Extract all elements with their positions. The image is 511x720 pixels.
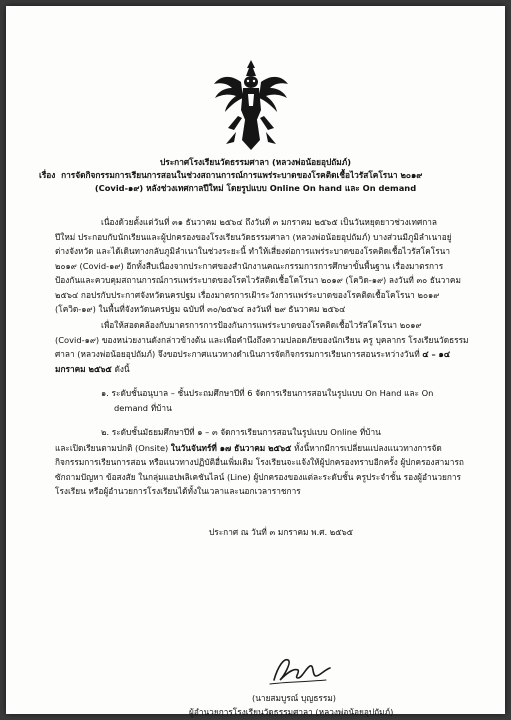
subject-prefix: เรื่อง xyxy=(39,170,56,180)
para2-end: ดังนี้ xyxy=(111,364,130,374)
document-page xyxy=(6,6,505,717)
para1-line: เนื่องด้วยตั้งแต่วันที่ ๓๑ ธันวาคม ๒๕๖๔ ถึงวันที่ ๓ มกราคม ๒๕๖๕ เป็นวันหยุดยาวช่วงเทศกาล xyxy=(101,217,437,227)
para2-line-4 xyxy=(55,363,130,376)
signer-name: (นายสมบูรณ์ บุญธรรม) xyxy=(252,693,337,703)
para3-line: กิจกรรมการเรียนการสอน หรือแนวทางปฏิบัติอื่นเพิ่มเติม โรงเรียนจะแจ้งให้ผู้ปกครองทราบอีกครั้ง ผู้ปกครองสามารถ xyxy=(55,457,464,467)
para1-line: ป้องกันและควบคุมสถานการณ์การแพร่ระบาดของโรคไวรัสติดเชื้อโคโรนา ๒๐๑๙ (โควิด-๑๙) ลงวันที่ ๓๐ ธันวาคม xyxy=(55,275,461,285)
para3-line: ซักถามปัญหา ข้อสงสัย ในกลุ่มแอปพลิเคชันไลน์ (Line) ผู้ปกครองของแต่ละระดับชั้น ครูประจำชั้น รองผู้อำนวยการ xyxy=(55,472,462,482)
para1-line: (โควิด-๑๙) ในพื้นที่จังหวัดนครปฐม ฉบับที่ ๓๐/๒๕๖๔ ลงวันที่ ๒๙ ธันวาคม ๒๕๖๔ xyxy=(55,304,346,314)
list-item-1: ๑. ระดับชั้นอนุบาล – ชั้นประถมศึกษาปีที่ 6 จัดการเรียนการสอนในรูปแบบ On Hand และ On xyxy=(101,388,434,398)
para1-line: ปีใหม่ ประกอบกับนักเรียนและผู้ปกครองของโรงเรียนวัดธรรมศาลา (หลวงพ่อน้อยอุปถัมภ์) บางส่วนมีภูมิลำเนาอยู่ xyxy=(55,232,452,242)
para3-line-1 xyxy=(55,442,442,455)
list-item-1-cont: demand ที่บ้าน xyxy=(114,403,172,413)
para1-line: ๒๕๖๔ กอปรกับประกาศจังหวัดนครปฐม เรื่องมาตรการเฝ้าระวังการแพร่ระบาดของโรคติดเชื้อโคโรนา ๒๐๑๙ xyxy=(55,290,440,300)
para2-text: ศาลา (หลวงพ่อน้อยอุปถัมภ์) จึงขอประกาศแนวทางดำเนินการจัดกิจกรรมการเรียนการสอนระหว่างวันที่ xyxy=(55,349,420,359)
handwritten-signature xyxy=(264,654,334,688)
subject-line-2: (Covid-๑๙) หลังช่วงเทศกาลปีใหม่ โดยรูปแบบ Online On hand และ On demand xyxy=(94,183,417,193)
para2-line: เพื่อให้สอดคล้องกับมาตรการการป้องกันการแพร่ระบาดของโรคติดเชื้อไวรัสโคโรนา ๒๐๑๙ xyxy=(101,320,422,330)
announce-date: ประกาศ ณ วันที่ ๓ มกราคม พ.ศ. ๒๕๖๕ xyxy=(209,527,354,537)
para3-date: ในวันจันทร์ที่ ๑๗ ธันวาคม ๒๕๖๕ xyxy=(170,443,292,453)
para1-line: ๒๐๑๙ (Covid-๑๙) อีกทั้งสืบเนื่องจากประกาศของสำนักงานคณะกรรมการการศึกษาขั้นพื้นฐาน เรื่องมาตรการ xyxy=(55,261,444,271)
garuda-emblem-icon xyxy=(212,58,290,154)
para2-line-3 xyxy=(55,348,450,361)
subject-text: การจัดกิจกรรมการเรียนการสอนในช่วงสถานการณ์การแพร่ระบาดของโรคติดเชื้อไวรัสโคโรนา ๒๐๑๙ xyxy=(61,170,423,180)
para2-month: มกราคม ๒๕๖๕ xyxy=(55,364,112,374)
announcement-header: ประกาศโรงเรียนวัดธรรมศาลา (หลวงพ่อน้อยอุปถัมภ์) xyxy=(160,157,351,167)
list-item-2: ๒. ระดับชั้นมัธยมศึกษาปีที่ ๑ – ๓ จัดการเรียนการสอนในรูปแบบ Online ที่บ้าน xyxy=(101,427,381,437)
subject-line-1 xyxy=(39,169,422,182)
para2-dates: ๔ – ๑๔ xyxy=(422,349,451,359)
signer-position: ผู้อำนวยการโรงเรียนวัดธรรมศาลา (หลวงพ่อน้อยอุปถัมภ์) xyxy=(189,707,394,717)
para2-line: (Covid-๑๙) ของหน่วยงานดังกล่าวข้างต้น และเพื่อคำนึงถึงความปลอดภัยของนักเรียน ครู บุคลากร โรงเรียนวัดธรรม xyxy=(55,335,469,345)
para3-pre: และเปิดเรียนตามปกติ (Onsite) xyxy=(55,443,171,453)
para3-line: โรงเรียน หรือผู้อำนวยการโรงเรียนได้ทั้งในเวลาและนอกเวลาราชการ xyxy=(55,486,301,496)
para1-line: ต่างจังหวัด และได้เดินทางกลับภูมิลำเนาในช่วงระยะนี้ ทำให้เสี่ยงต่อการแพร่ระบาดของโรคติดเชื้อไวรัสโคโรนา xyxy=(55,246,450,256)
para3-post: ทั้งนี้หากมีการเปลี่ยนแปลงแนวทางการจัด xyxy=(291,443,442,453)
